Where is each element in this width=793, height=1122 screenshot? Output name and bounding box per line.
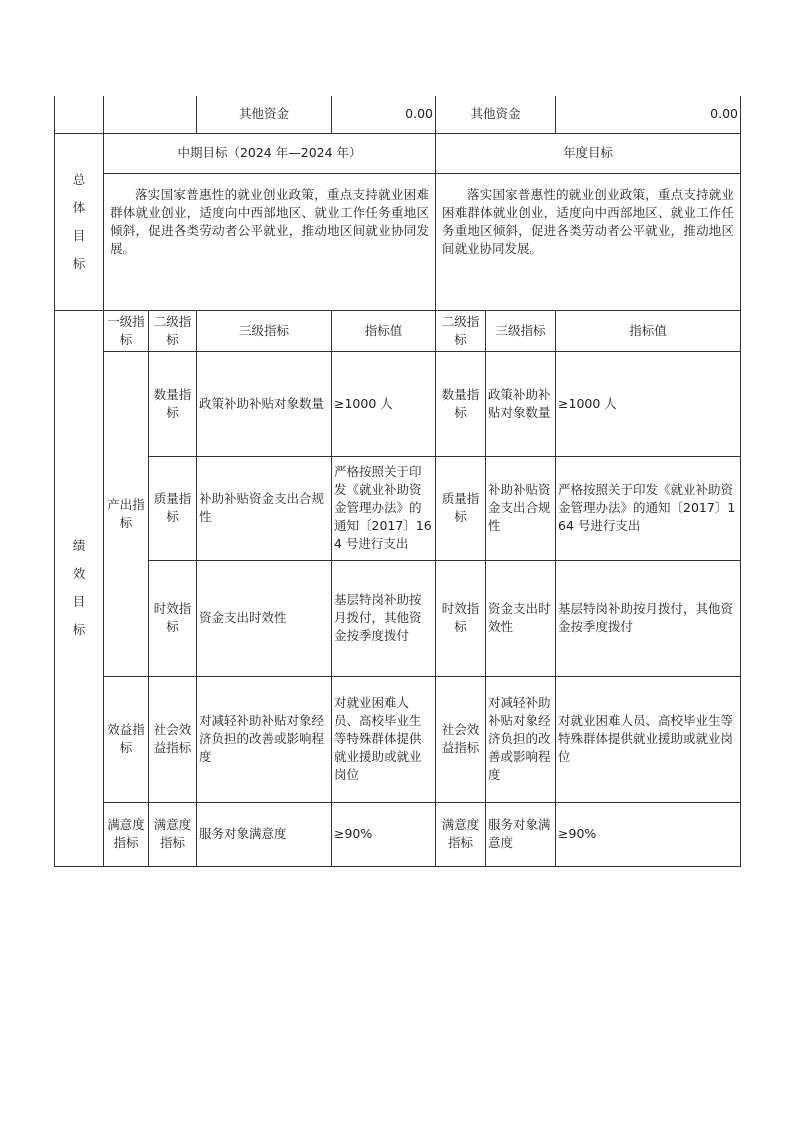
level3-cell: 对减轻补助补贴对象经济负担的改善或影响程度 [197, 676, 332, 802]
level2-cell: 质量指标 [149, 456, 197, 560]
header-level3: 三级指标 [197, 310, 332, 351]
annual-target-text: 落实国家普惠性的就业创业政策，重点支持就业困难群体就业创业，适度向中西部地区、就业工作任务重地区倾斜，促进各类劳动者公平就业，推动地区间就业协同发展。 [442, 186, 735, 256]
other-funds-label: 其他资金 [197, 96, 332, 133]
value-cell: 对就业困难人员、高校毕业生等特殊群体提供就业援助或就业岗位 [332, 676, 436, 802]
performance-target-table [54, 96, 741, 867]
other-funds-value-right: 0.00 [556, 96, 741, 133]
table-row [55, 351, 741, 456]
satisfaction-indicator-label: 满意度指标 [104, 802, 149, 866]
header-level3-right: 三级指标 [486, 310, 556, 351]
table-row [55, 676, 741, 802]
midterm-target-text: 落实国家普惠性的就业创业政策，重点支持就业困难群体就业创业，适度向中西部地区、就业工作任务重地区倾斜，促进各类劳动者公平就业，推动地区间就业协同发展。 [110, 186, 429, 256]
blank-cell [55, 96, 104, 133]
value-cell: 基层特岗补助按月拨付，其他资金按季度拨付 [332, 560, 436, 676]
overall-target-label: 总 体 目 标 [55, 133, 104, 310]
table-row [55, 802, 741, 866]
level3-cell: 补助补贴资金支出合规性 [197, 456, 332, 560]
header-value-right: 指标值 [556, 310, 741, 351]
other-funds-label-right: 其他资金 [436, 96, 556, 133]
level2-cell-right: 时效指标 [436, 560, 486, 676]
level3-cell-right: 资金支出时效性 [486, 560, 556, 676]
level2-cell: 时效指标 [149, 560, 197, 676]
table-row [55, 456, 741, 560]
level2-cell: 满意度指标 [149, 802, 197, 866]
value-cell: ≥1000 人 [332, 351, 436, 456]
value-cell-right: 基层特岗补助按月拨付，其他资金按季度拨付 [556, 560, 741, 676]
other-funds-value: 0.00 [332, 96, 436, 133]
level2-cell: 数量指标 [149, 351, 197, 456]
table-row [55, 560, 741, 676]
benefit-indicator-label: 效益指标 [104, 676, 149, 802]
value-cell-right: 对就业困难人员、高校毕业生等特殊群体提供就业援助或就业岗位 [556, 676, 741, 802]
header-level2: 二级指标 [149, 310, 197, 351]
output-indicator-label: 产出指标 [104, 351, 149, 676]
header-level2-right: 二级指标 [436, 310, 486, 351]
level2-cell-right: 满意度指标 [436, 802, 486, 866]
level3-cell-right: 服务对象满意度 [486, 802, 556, 866]
level2-cell-right: 数量指标 [436, 351, 486, 456]
header-level1: 一级指标 [104, 310, 149, 351]
performance-target-label: 绩 效 目 标 [55, 310, 104, 866]
level2-cell-right: 质量指标 [436, 456, 486, 560]
level2-cell-right: 社会效益指标 [436, 676, 486, 802]
blank-cell [104, 96, 197, 133]
value-cell-right: 严格按照关于印发《就业补助资金管理办法》的通知〔2017〕164 号进行支出 [556, 456, 741, 560]
level3-cell-right: 政策补助补贴对象数量 [486, 351, 556, 456]
value-cell-right: ≥1000 人 [556, 351, 741, 456]
level3-cell: 资金支出时效性 [197, 560, 332, 676]
annual-target-header: 年度目标 [436, 133, 741, 173]
level3-cell: 服务对象满意度 [197, 802, 332, 866]
value-cell: 严格按照关于印发《就业补助资金管理办法》的通知〔2017〕164 号进行支出 [332, 456, 436, 560]
value-cell-right: ≥90% [556, 802, 741, 866]
level3-cell-right: 对减轻补助补贴对象经济负担的改善或影响程度 [486, 676, 556, 802]
midterm-target-header: 中期目标（2024 年—2024 年） [104, 133, 436, 173]
level3-cell: 政策补助补贴对象数量 [197, 351, 332, 456]
value-cell: ≥90% [332, 802, 436, 866]
header-value: 指标值 [332, 310, 436, 351]
level2-cell: 社会效益指标 [149, 676, 197, 802]
level3-cell-right: 补助补贴资金支出合规性 [486, 456, 556, 560]
